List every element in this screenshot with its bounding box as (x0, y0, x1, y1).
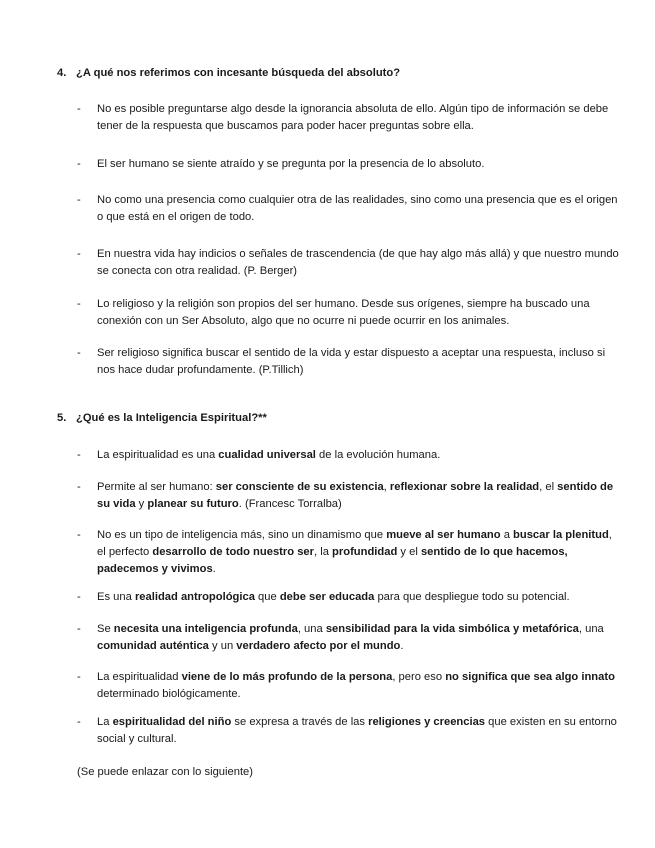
text-run: y (135, 498, 148, 510)
text-run: a (500, 529, 514, 541)
list-item (77, 479, 622, 513)
text-run: de la evolución humana. (315, 449, 441, 461)
text-run: Se (97, 623, 114, 635)
text-run: y el (397, 546, 421, 558)
text-run: determinado biológicamente. (97, 688, 241, 700)
list-item (77, 589, 622, 606)
list-item-text (97, 345, 622, 379)
section-5-heading (57, 410, 267, 427)
list-item-text (97, 101, 622, 135)
text-run: . (400, 640, 404, 652)
text-run: Permite al ser humano: (97, 481, 216, 493)
bold-phrase: desarrollo de todo nuestro ser (152, 546, 314, 558)
list-item-text (97, 589, 622, 606)
bullet-dash: - (77, 298, 81, 310)
list-item (77, 246, 622, 280)
bold-phrase: comunidad auténtica (97, 640, 209, 652)
bullet-dash: - (77, 671, 81, 683)
bold-phrase: mueve al ser humano (386, 529, 501, 541)
list-item (77, 101, 622, 135)
bold-phrase: debe ser educada (279, 591, 375, 603)
list-item (77, 714, 622, 748)
text-run: , la (314, 546, 333, 558)
text-run: La espiritualidad (97, 671, 182, 683)
bold-phrase: profundidad (332, 546, 398, 558)
section-4-title: ¿A qué nos referimos con incesante búsqueda del absoluto? (76, 67, 401, 79)
list-item (77, 156, 622, 173)
text-run: Lo religioso y la religión son propios del ser humano. Desde sus orígenes, siempre ha buscado una conexión con un Ser Absoluto, algo que no ocurre ni puede ocurrir en los animales. (97, 298, 590, 327)
section-4-heading (57, 65, 400, 82)
list-item-text (97, 156, 622, 173)
text-run: No como una presencia como cualquier otra de las realidades, sino como una presencia que es el origen o que está en el origen de todo. (97, 194, 618, 223)
footer-note: (Se puede enlazar con lo siguiente) (77, 766, 254, 778)
list-item (77, 621, 622, 655)
text-run: , pero eso (392, 671, 446, 683)
list-item-text (97, 527, 622, 578)
bold-phrase: ser consciente de su existencia (215, 481, 384, 493)
text-run: La espiritualidad es una (97, 449, 219, 461)
list-item (77, 345, 622, 379)
text-run: se expresa a través de las (231, 716, 369, 728)
list-item (77, 669, 622, 703)
text-run: . (Francesc Torralba) (238, 498, 342, 510)
bold-phrase: cualidad universal (218, 449, 316, 461)
bold-phrase: realidad antropológica (134, 591, 255, 603)
list-item-text (97, 246, 622, 280)
bullet-dash: - (77, 449, 81, 461)
text-run: para que despliegue todo su potencial. (374, 591, 570, 603)
text-run: No es un tipo de inteligencia más, sino un dinamismo que (97, 529, 387, 541)
bullet-dash: - (77, 194, 81, 206)
bullet-dash: - (77, 103, 81, 115)
text-run: Ser religioso significa buscar el sentido de la vida y estar dispuesto a aceptar una respuesta, incluso si nos hace dudar profundamente. (P.Tillich) (97, 347, 606, 376)
section-5-title: ¿Qué es la Inteligencia Espiritual?** (76, 412, 267, 424)
bullet-dash: - (77, 158, 81, 170)
list-item-text (97, 447, 622, 464)
text-run: , el (539, 481, 558, 493)
bold-phrase: sensibilidad para la vida simbólica y metafórica (325, 623, 579, 635)
bullet-dash: - (77, 591, 81, 603)
list-item (77, 192, 622, 226)
list-item-text (97, 296, 622, 330)
bold-phrase: religiones y creencias (368, 716, 486, 728)
bold-phrase: espiritualidad del niño (112, 716, 232, 728)
bullet-dash: - (77, 716, 81, 728)
list-item-text (97, 479, 622, 513)
bold-phrase: necesita una inteligencia profunda (113, 623, 298, 635)
list-item (77, 527, 622, 578)
text-run: y un (208, 640, 237, 652)
list-item-text (97, 714, 622, 748)
text-run: . (212, 563, 216, 575)
text-run: , (383, 481, 390, 493)
text-run: , una (297, 623, 326, 635)
bullet-dash: - (77, 347, 81, 359)
bold-phrase: sentido de su vida (97, 481, 614, 510)
bold-phrase: viene de lo más profundo de la persona (181, 671, 393, 683)
text-run: La (97, 716, 113, 728)
bold-phrase: planear su futuro (147, 498, 239, 510)
bullet-dash: - (77, 248, 81, 260)
bold-phrase: no significa que sea algo innato (445, 671, 615, 683)
text-run: El ser humano se siente atraído y se pregunta por la presencia de lo absoluto. (97, 158, 485, 170)
section-4-number: 4. (57, 67, 67, 79)
text-run: No es posible preguntarse algo desde la ignorancia absoluta de ello. Algún tipo de información se debe tener de la respuesta que buscamos para poder hacer preguntas sobre ella. (97, 103, 609, 132)
bullet-dash: - (77, 623, 81, 635)
text-run: , el perfecto (97, 529, 612, 558)
text-run: , una (578, 623, 604, 635)
section-5-number: 5. (57, 412, 67, 424)
bullet-dash: - (77, 529, 81, 541)
list-item (77, 447, 622, 464)
bold-phrase: sentido de lo que hacemos, padecemos y vivimos (97, 546, 568, 575)
list-item-text (97, 621, 622, 655)
list-item-text (97, 669, 622, 703)
bullet-dash: - (77, 481, 81, 493)
text-run: Es una (97, 591, 135, 603)
list-item-text (97, 192, 622, 226)
bold-phrase: verdadero afecto por el mundo (236, 640, 401, 652)
bold-phrase: buscar la plenitud (513, 529, 609, 541)
list-item (77, 296, 622, 330)
text-run: que (254, 591, 280, 603)
text-run: que existen en su entorno social y cultural. (97, 716, 617, 745)
text-run: En nuestra vida hay indicios o señales de trascendencia (de que hay algo más allá) y que nuestro mundo se conecta con otra realidad. (P. Berger) (97, 248, 619, 277)
bold-phrase: reflexionar sobre la realidad (389, 481, 540, 493)
